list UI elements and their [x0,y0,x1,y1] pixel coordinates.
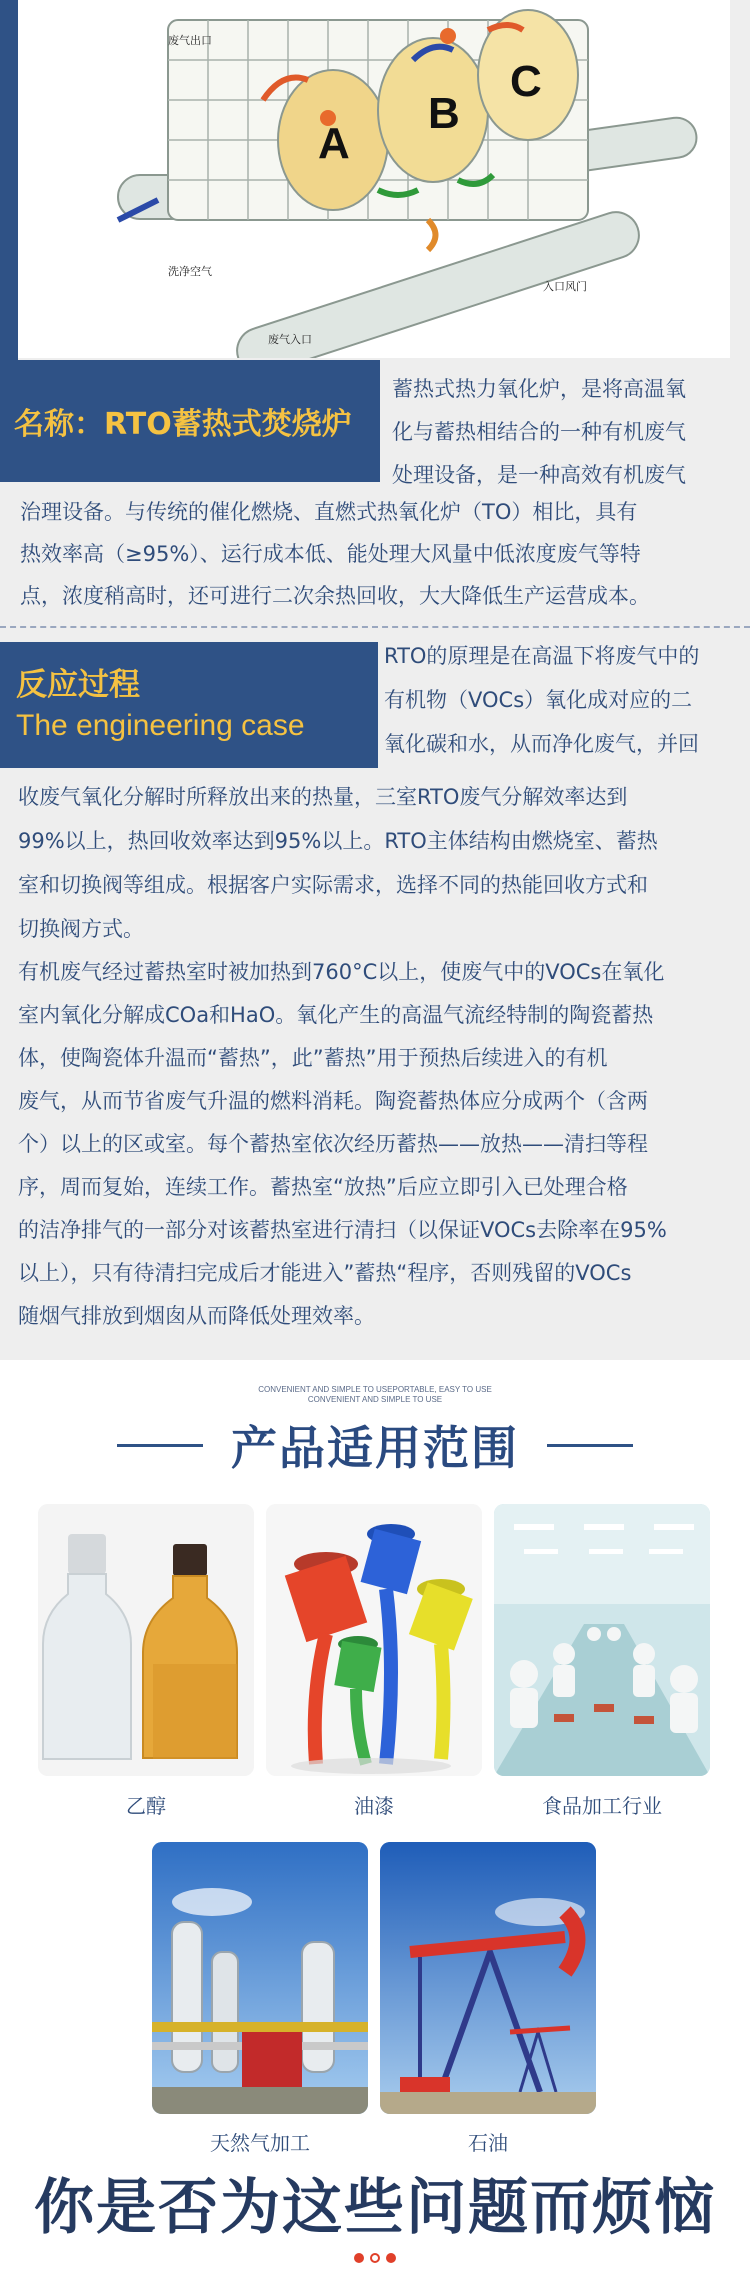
scope-title [0,1410,750,1480]
process-right-line: 有机物（VOCs）氧化成对应的二 [384,688,693,712]
chamber-a-label: A [318,119,350,168]
bottles-photo [38,1504,254,1776]
scope-label-food: 食品加工行业 [542,1794,662,1818]
scope-subtitle-en [0,1385,750,1405]
process-description [18,775,750,951]
gas-plant-photo [152,1842,368,2114]
name-heading: 名称：RTO蓄热式焚烧炉 [0,360,380,482]
process-detail-line: 的洁净排气的一部分对该蓄热室进行清扫（以保证VOCs去除率在95% [18,1218,667,1242]
name-right-line: 化与蓄热相结合的一种有机废气 [392,420,686,444]
oil-pump-photo [380,1842,596,2114]
chamber-c-label: C [510,57,542,106]
title-line-left [117,1444,203,1447]
process-detail-line: 以上），只有待清扫完成后才能进入”蓄热“程序，否则残留的VOCs [18,1261,632,1285]
dot-icon [386,2253,396,2263]
process-intro-right [384,634,750,766]
process-detail-line: 有机废气经过蓄热室时被加热到760°C以上，使废气中的VOCs在氧化 [18,960,665,984]
process-right-line: 氧化碳和水，从而净化废气，并回 [384,732,699,756]
scope-label-gas: 天然气加工 [210,2131,310,2155]
clean-air-label: 洗净空气 [168,265,212,278]
process-line: 切换阀方式。 [18,917,144,941]
chamber-b-label: B [428,89,460,138]
scope-subtitle-line: CONVENIENT AND SIMPLE TO USEPORTABLE, EASY TO USE [258,1385,492,1394]
process-detail-line: 个）以上的区或室。每个蓄热室依次经历蓄热——放热——清扫等程 [18,1132,648,1156]
name-line: 治理设备。与传统的催化燃烧、直燃式热氧化炉（TO）相比，具有 [20,500,638,524]
name-right-line: 蓄热式热力氧化炉，是将高温氧 [392,377,686,401]
inlet-damper-label: 入口风门 [543,280,587,293]
process-heading [0,642,378,768]
process-title-cn: 反应过程 [16,667,140,704]
process-title-en: The engineering case [16,709,305,743]
name-intro-right [392,368,742,497]
process-detail [18,951,750,1338]
process-detail-line: 废气，从而节省废气升温的燃料消耗。陶瓷蓄热体应分成两个（含两 [18,1089,648,1113]
process-detail-line: 体，使陶瓷体升温而“蓄热”，此”蓄热”用于预热后续进入的有机 [18,1046,608,1070]
rto-diagram [18,0,730,358]
frame-accent [0,0,18,360]
pagination-dots [0,2253,750,2263]
name-line: 点，浓度稍高时，还可进行二次余热回收，大大降低生产运营成本。 [20,584,650,608]
scope-title-text: 产品适用范围 [231,1421,519,1475]
exhaust-outlet-label: 废气出口 [168,34,212,47]
name-right-line: 处理设备，是一种高效有机废气 [392,463,686,487]
name-line: 热效率高（≥95%）、运行成本低、能处理大风量中低浓度废气等特 [20,542,641,566]
process-line: 99%以上，热回收效率达到95%以上。RTO主体结构由燃烧室、蓄热 [18,829,658,853]
exhaust-inlet-label: 废气入口 [268,333,312,346]
dot-icon [370,2253,380,2263]
process-detail-line: 随烟气排放到烟囱从而降低处理效率。 [18,1304,375,1328]
process-detail-line: 室内氧化分解成COa和HaO。氧化产生的高温气流经特制的陶瓷蓄热 [18,1003,654,1027]
title-line-right [547,1444,633,1447]
scope-label-paint: 油漆 [354,1794,394,1818]
scope-label-ethanol: 乙醇 [126,1794,166,1818]
process-line: 收废气氧化分解时所释放出来的热量，三室RTO废气分解效率达到 [18,785,628,809]
food-factory-photo [494,1504,710,1776]
scope-subtitle-line: CONVENIENT AND SIMPLE TO USE [307,1395,443,1404]
process-detail-line: 序，周而复始，连续工作。蓄热室“放热”后应立即引入已处理合格 [18,1175,628,1199]
scope-label-oil: 石油 [468,2131,508,2155]
process-right-line: RTO的原理是在高温下将废气中的 [384,644,700,668]
problems-title: 你是否为这些问题而烦恼 [34,2173,716,2243]
section-divider [0,626,750,628]
process-line: 室和切换阀等组成。根据客户实际需求，选择不同的热能回收方式和 [18,873,648,897]
name-description [20,491,750,617]
dot-icon [354,2253,364,2263]
paint-cans-photo [266,1504,482,1776]
